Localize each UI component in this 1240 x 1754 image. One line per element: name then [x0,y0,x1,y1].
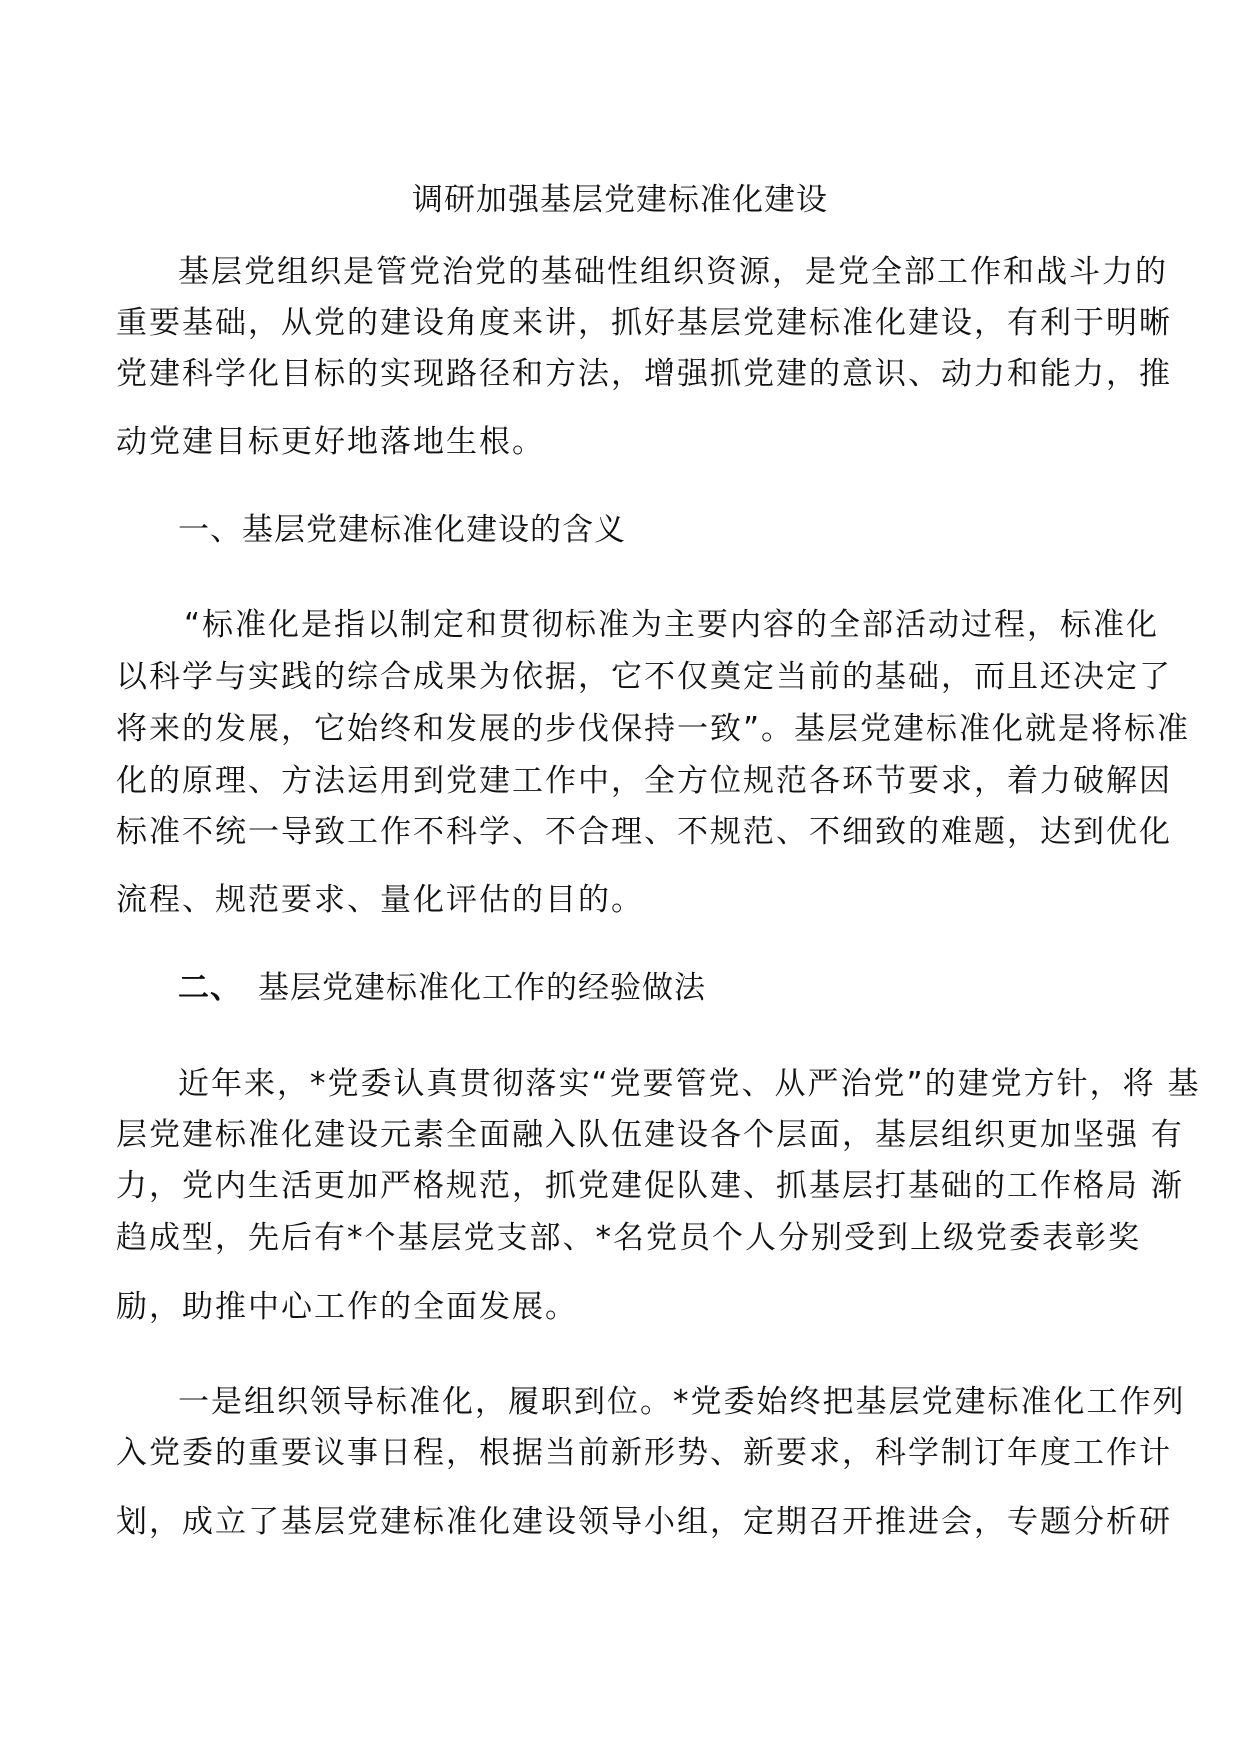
paragraph-3-line-4: 趋成型，先后有*个基层党支部、*名党员个人分别受到上级党委表彰奖 [116,1220,1141,1256]
section-heading-2-number: 二、 [178,970,242,1006]
document-title: 调研加强基层党建标准化建设 [412,182,828,218]
paragraph-2-line-2: 以科学与实践的综合成果为依据，它不仅奠定当前的基础，而且还决定了 [116,659,1172,695]
paragraph-1-line-2: 重要基础，从党的建设角度来讲，抓好基层党建标准化建设，有利于明晰 [116,305,1172,341]
paragraph-4-line-3: 划，成立了基层党建标准化建设领导小组，定期召开推进会，专题分析研 [116,1504,1172,1540]
paragraph-1-line-3: 党建科学化目标的实现路径和方法，增强抓党建的意识、动力和能力，推 [116,356,1172,392]
paragraph-3-line-1: 近年来，*党委认真贯彻落实“党要管党、从严治党”的建党方针，将 基 [178,1066,1201,1102]
paragraph-1-line-4: 动党建目标更好地落地生根。 [116,424,545,460]
paragraph-3-line-3: 力，党内生活更加严格规范，抓党建促队建、抓基层打基础的工作格局 渐 [116,1168,1184,1204]
paragraph-4-line-1: 一是组织领导标准化，履职到位。*党委始终把基层党建标准化工作列 [178,1384,1186,1420]
paragraph-2-line-1: “标准化是指以制定和贯彻标准为主要内容的全部活动过程，标准化 [184,607,1160,643]
paragraph-3-line-5: 励，助推中心工作的全面发展。 [116,1289,578,1325]
paragraph-3-line-2: 层党建标准化建设元素全面融入队伍建设各个层面，基层组织更加坚强 有 [116,1117,1184,1153]
paragraph-2-line-5: 标准不统一导致工作不科学、不合理、不规范、不细致的难题，达到优化 [116,814,1172,850]
paragraph-2-line-4: 化的原理、方法运用到党建工作中，全方位规范各环节要求，着力破解因 [116,763,1172,799]
section-heading-1: 一、基层党建标准化建设的含义 [178,512,626,548]
paragraph-1-line-1: 基层党组织是管党治党的基础性组织资源，是党全部工作和战斗力的 [178,254,1168,290]
paragraph-2-line-3: 将来的发展，它始终和发展的步伐保持一致”。基层党建标准化就是将标准 [116,711,1191,747]
paragraph-2-line-6: 流程、规范要求、量化评估的目的。 [116,882,644,918]
section-heading-2-text: 基层党建标准化工作的经验做法 [258,970,706,1006]
paragraph-4-line-2: 入党委的重要议事日程，根据当前新形势、新要求，科学制订年度工作计 [116,1435,1172,1471]
section-heading-2 [178,966,706,1010]
